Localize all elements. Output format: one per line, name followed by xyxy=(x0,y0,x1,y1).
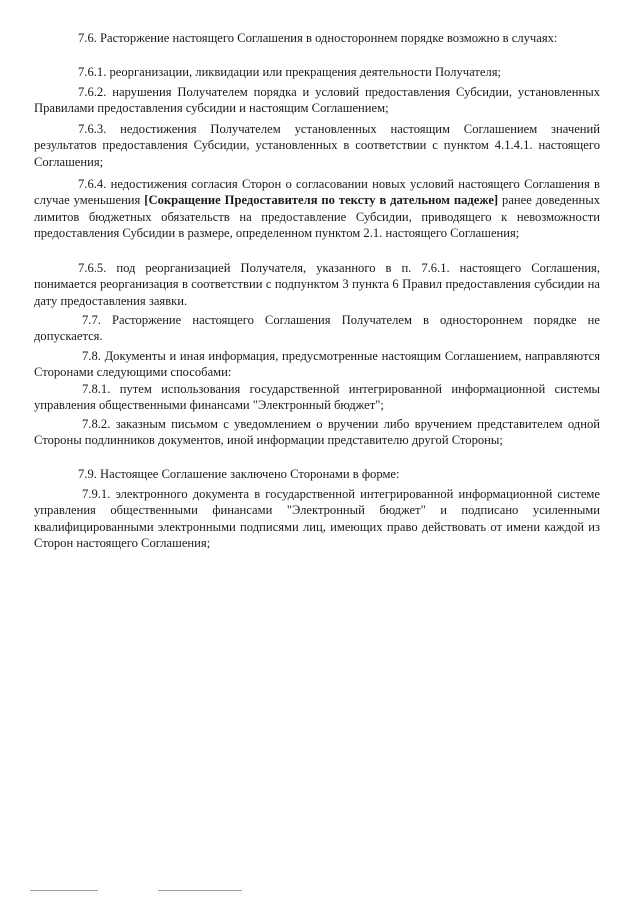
clause-7-6-4 xyxy=(34,176,600,242)
footer-rule-left xyxy=(30,890,98,891)
clause-7-8-2: 7.8.2. заказным письмом с уведомлением о вручении либо вручением представителем одной Стороны подлинников документов, иной информации представителю другой Стороны; xyxy=(34,417,600,448)
clause-7-6-5: 7.6.5. под реорганизацией Получателя, указанного в п. 7.6.1. настоящего Соглашения, понимается реорганизация в соответствии с подпунктом 3 пункта 6 Правил предоставления субсидии на дату предоставления заявки. xyxy=(34,261,600,308)
clause-7-9: 7.9. Настоящее Соглашение заключено Сторонами в форме: xyxy=(78,467,400,481)
clause-7-9-1: 7.9.1. электронного документа в государственной интегрированной информационной системе управления общественными финансами "Электронный бюджет" и подписано усиленными квалифицированными электронными подписями лиц, имеющих право действовать от имени каждой из Сторон настоящего Соглашения; xyxy=(34,487,600,551)
clause-7-6-2: 7.6.2. нарушения Получателем порядка и условий предоставления Субсидии, установленных Правилами предоставления субсидии и настоящим Соглашением; xyxy=(34,85,600,116)
clause-7-6: 7.6. Расторжение настоящего Соглашения в одностороннем порядке возможно в случаях: xyxy=(78,31,558,45)
provider-placeholder: [Сокращение Предоставителя по тексту в дательном падеже] xyxy=(144,193,499,208)
clause-7-6-1: 7.6.1. реорганизации, ликвидации или прекращения деятельности Получателя; xyxy=(78,65,502,79)
clause-7-8: 7.8. Документы и иная информация, предусмотренные настоящим Соглашением, направляются Сторонами следующими способами: xyxy=(34,349,600,380)
clause-7-6-4-text-end: ранее доведенных лимитов бюджетных обязательств на предоставление Субсидии, приводящего к невозможности предоставления Субсидии в размере, определенном пунктом 2.1. настоящего Соглашения; xyxy=(34,193,601,241)
clause-7-7: 7.7. Расторжение настоящего Соглашения Получателем в одностороннем порядке не допускается. xyxy=(34,313,600,344)
clause-7-6-3: 7.6.3. недостижения Получателем установленных настоящим Соглашением значений результатов предоставления Субсидии, установленных в соответствии с пунктом 4.1.4.1. настоящего Соглашения; xyxy=(34,122,600,169)
footer-rule-right xyxy=(158,890,242,891)
clause-7-8-1: 7.8.1. путем использования государственной интегрированной информационной системы управления общественными финансами "Электронный бюджет"; xyxy=(34,382,600,413)
clause-7-6-4-text-start: 7.6.4. недостижения согласия Сторон о согласовании новых условий настоящего Соглашения в случае уменьшения xyxy=(34,177,600,208)
